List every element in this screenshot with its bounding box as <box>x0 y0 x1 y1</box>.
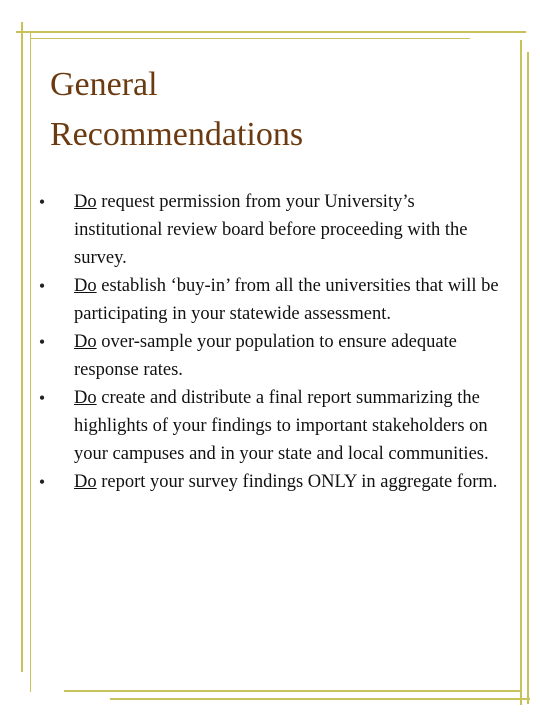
bullet-item <box>30 468 502 496</box>
bullet-keyword: Do <box>74 192 97 212</box>
bullet-text: create and distribute a final report summarizing the highlights of your findings to important stakeholders on your campuses and in your state and local communities. <box>74 388 489 464</box>
bullet-dot-icon: • <box>38 388 46 408</box>
bullet-dot-icon: • <box>38 332 46 352</box>
bullet-item <box>30 188 502 272</box>
bullet-dot-icon: • <box>38 472 46 492</box>
slide-title-line-2: Recommendations <box>50 116 304 153</box>
bullet-item <box>30 328 502 384</box>
bullet-text: establish ‘buy-in’ from all the universities that will be participating in your statewide assessment. <box>74 276 499 324</box>
frame-line-left <box>21 22 23 672</box>
frame-line-top-inner <box>30 38 470 39</box>
bullet-dot-icon: • <box>38 192 46 212</box>
bullet-keyword: Do <box>74 332 97 352</box>
slide-title-line-1: General <box>50 66 158 103</box>
bullet-item <box>30 272 502 328</box>
bullet-keyword: Do <box>74 388 97 408</box>
bullet-keyword: Do <box>74 472 97 492</box>
frame-line-right-outer <box>527 52 529 704</box>
bullet-dot-icon: • <box>38 276 46 296</box>
bullet-text: report your survey findings ONLY in aggregate form. <box>96 472 498 492</box>
frame-line-top <box>16 31 526 33</box>
bullet-text: over-sample your population to ensure adequate response rates. <box>74 332 457 380</box>
bullet-list <box>30 188 502 496</box>
bullet-keyword: Do <box>74 276 97 296</box>
bullet-text: request permission from your University’s institutional review board before proceeding with the survey. <box>74 192 468 268</box>
frame-line-right <box>520 40 522 705</box>
frame-line-bottom-outer <box>110 698 530 700</box>
slide-title <box>50 60 490 160</box>
bullet-item <box>30 384 502 468</box>
frame-line-bottom <box>64 690 522 692</box>
